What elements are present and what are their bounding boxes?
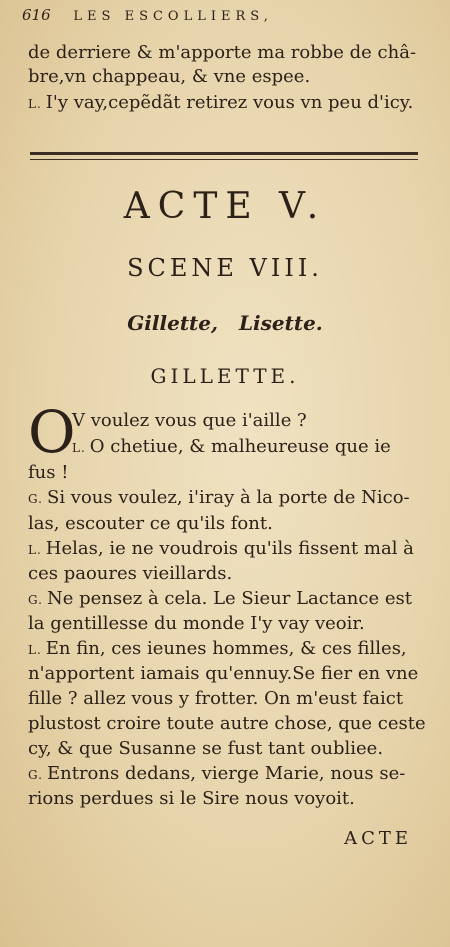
text-line: de derriere & m'apporte ma robbe de châ- <box>28 42 417 63</box>
speaker-abbrev: G. <box>28 492 43 506</box>
dialogue-line <box>28 688 430 710</box>
speaker-abbrev: L. <box>28 97 42 111</box>
dialogue-text: Entrons dedans, vierge Marie, nous se- <box>46 763 406 784</box>
dialogue-line <box>28 788 430 810</box>
speaker-abbrev: G. <box>28 593 43 607</box>
dialogue-line <box>28 513 430 535</box>
speaker-abbrev: G. <box>28 768 43 782</box>
dialogue-line <box>28 563 430 585</box>
dialogue-line <box>28 588 430 611</box>
page-number: 616 <box>22 6 51 24</box>
dialogue-line <box>28 538 430 561</box>
speaker-heading: GILLETTE. <box>150 364 300 388</box>
act-heading: ACTE V. <box>123 186 327 227</box>
dialogue-text: fus ! <box>28 462 69 483</box>
dialogue-text: fille ? allez vous y frotter. On m'eust faict <box>28 688 404 709</box>
dialogue-text: V voulez vous que i'aille ? <box>72 410 307 431</box>
dialogue-line <box>28 713 430 735</box>
speaker-abbrev: L. <box>28 543 42 557</box>
scene-heading: SCENE VIII. <box>127 254 323 282</box>
speech-line <box>28 92 430 115</box>
ornamental-rule <box>30 152 418 158</box>
dialogue-line <box>28 462 430 484</box>
running-title: LES ESCOLLIERS, <box>73 9 273 24</box>
character-name: Lisette. <box>238 311 323 335</box>
dialogue-text: cy, & que Susanne se fust tant oubliee. <box>28 738 384 759</box>
dialogue-text: las, escouter ce qu'ils font. <box>28 513 273 534</box>
dialogue-line <box>28 663 430 685</box>
dialogue-text: O chetiue, & malheureuse que ie <box>89 436 391 457</box>
dialogue-text: la gentillesse du monde I'y vay veoir. <box>28 613 365 634</box>
speech-text: I'y vay,cepẽdãt retirez vous vn peu d'icy. <box>45 92 414 113</box>
drop-cap: O <box>28 398 76 466</box>
dialogue-line <box>72 436 430 459</box>
dialogue-line <box>28 613 430 635</box>
dialogue-line <box>72 410 430 432</box>
dialogue-line <box>28 487 430 510</box>
character-list <box>0 311 450 335</box>
dialogue-text: n'apportent iamais qu'ennuy.Se fier en vne <box>28 663 419 684</box>
dialogue-text: En fin, ces ieunes hommes, & ces filles, <box>45 638 407 659</box>
dialogue-line <box>28 763 430 786</box>
dialogue-text: Si vous voulez, i'iray à la porte de Nico- <box>46 487 410 508</box>
dialogue-line <box>28 738 430 760</box>
dialogue-text: ces paoures vieillards. <box>28 563 233 584</box>
text-line: bre,vn chappeau, & vne espee. <box>28 66 311 87</box>
speaker-abbrev: L. <box>72 441 86 455</box>
catchword: ACTE <box>344 828 412 849</box>
dialogue-line <box>28 638 430 661</box>
page-header <box>22 6 430 24</box>
dialogue-text: rions perdues si le Sire nous voyoit. <box>28 788 355 809</box>
character-name: Gillette, <box>127 311 218 335</box>
dialogue-text: Ne pensez à cela. Le Sieur Lactance est <box>46 588 412 609</box>
dialogue-text: plustost croire toute autre chose, que ceste <box>28 713 426 734</box>
speaker-abbrev: L. <box>28 643 42 657</box>
dialogue-text: Helas, ie ne voudrois qu'ils fissent mal à <box>45 538 414 559</box>
